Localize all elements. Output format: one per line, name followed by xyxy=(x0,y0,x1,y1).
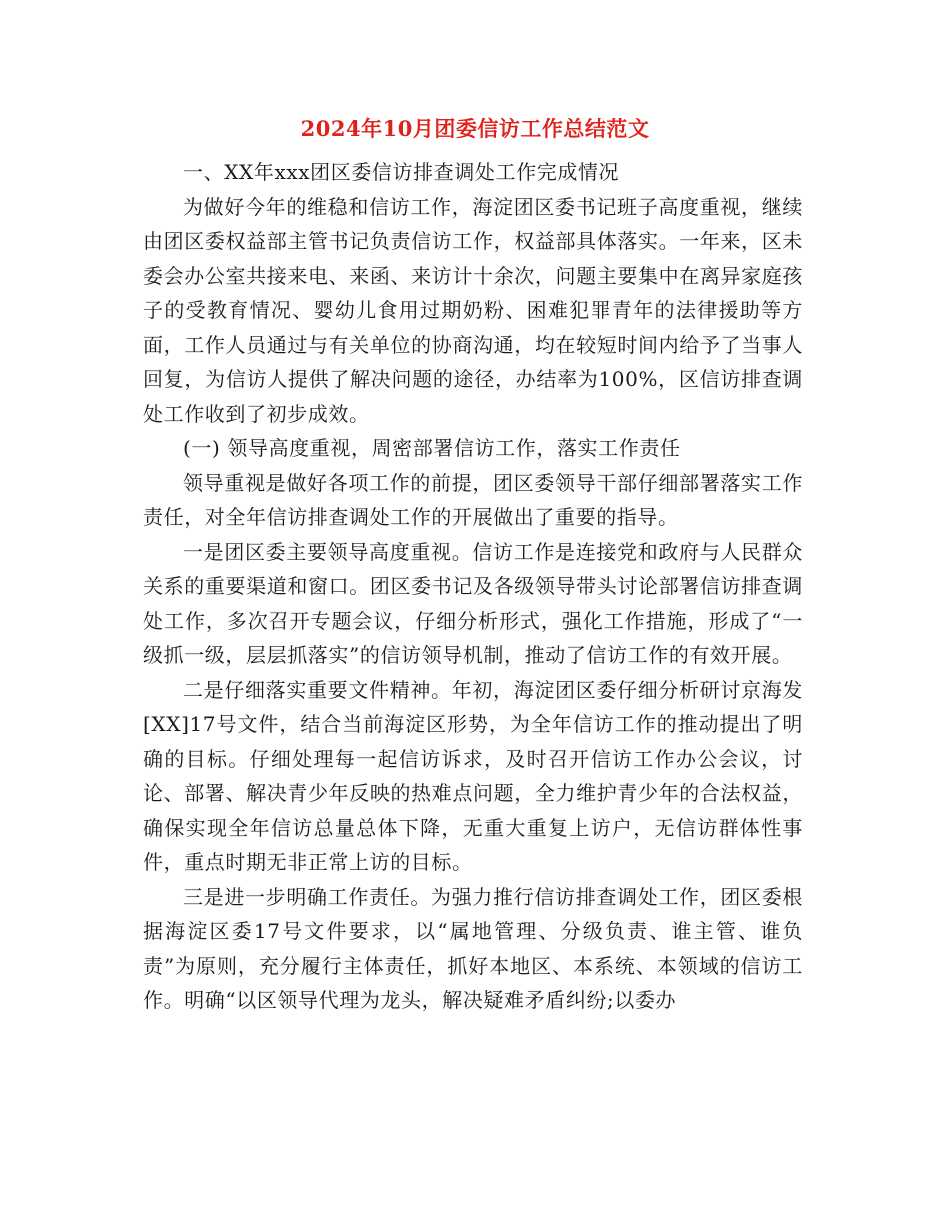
subsection-heading-1: (一) 领导高度重视，周密部署信访工作，落实工作责任 xyxy=(183,436,681,460)
paragraph-point-3: 三是进一步明确工作责任。为强力推行信访排查调处工作，团区委根据海淀区委17号文件要求，以“属地管理、分级负责、谁主管、谁负责”为原则，充分履行主体责任，抓好本地区、本系统、本领域的信访工作。明确“以区领导代理为龙头，解决疑难矛盾纠纷;以委办 xyxy=(143,884,803,1012)
section-heading-1: 一、XX年xxx团区委信访排查调处工作完成情况 xyxy=(183,160,620,184)
document-title: 2024年10月团委信访工作总结范文 xyxy=(300,116,650,141)
paragraph-point-1: 一是团区委主要领导高度重视。信访工作是连接党和政府与人民群众关系的重要渠道和窗口。团区委书记及各级领导带头讨论部署信访排查调处工作，多次召开专题会议，仔细分析形式，强化工作措施，形成了“一级抓一级，层层抓落实”的信访领导机制，推动了信访工作的有效开展。 xyxy=(143,539,803,667)
paragraph-leadership: 领导重视是做好各项工作的前提，团区委领导干部仔细部署落实工作责任，对全年信访排查调处工作的开展做出了重要的指导。 xyxy=(143,470,803,529)
paragraph-point-2: 二是仔细落实重要文件精神。年初，海淀团区委仔细分析研讨京海发[XX]17号文件，结合当前海淀区形势，为全年信访工作的推动提出了明确的目标。仔细处理每一起信访诉求，及时召开信访工作办公会议，讨论、部署、解决青少年反映的热难点问题，全力维护青少年的合法权益，确保实现全年信访总量总体下降，无重大重复上访户，无信访群体性事件，重点时期无非正常上访的目标。 xyxy=(143,677,803,874)
paragraph-overview: 为做好今年的维稳和信访工作，海淀团区委书记班子高度重视，继续由团区委权益部主管书记负责信访工作，权益部具体落实。一年来，区未委会办公室共接来电、来函、来访计十余次，问题主要集中在离异家庭孩子的受教育情况、婴幼儿食用过期奶粉、困难犯罪青年的法律援助等方面，工作人员通过与有关单位的协商沟通，均在较短时间内给予了当事人回复，为信访人提供了解决问题的途径，办结率为100%，区信访排查调处工作收到了初步成效。 xyxy=(143,194,803,426)
document-body xyxy=(143,155,803,1018)
